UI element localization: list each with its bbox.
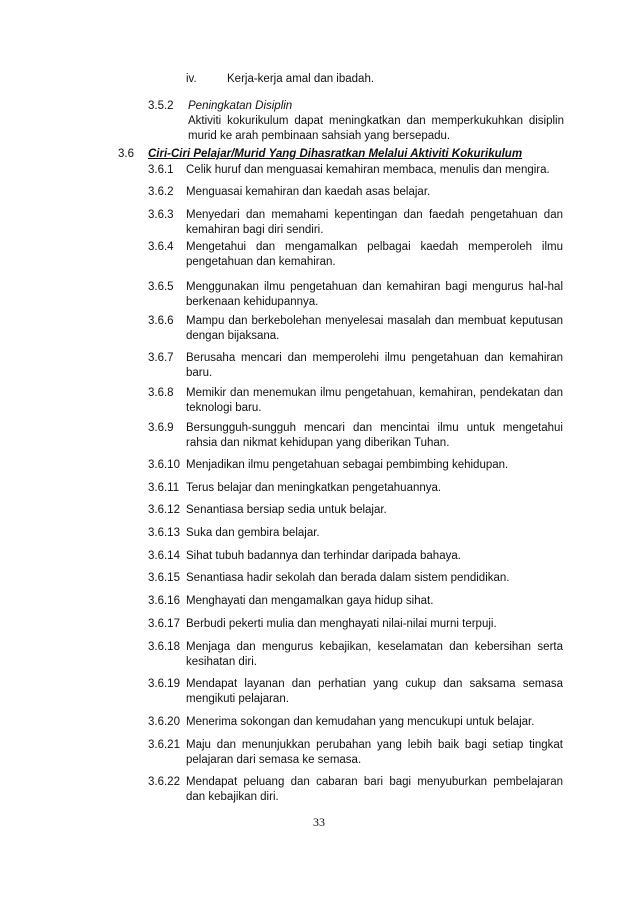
section-title: Ciri-Ciri Pelajar/Murid Yang Dihasratkan Melalui Aktiviti Kokurikulum (148, 148, 523, 160)
list-item-number: 3.6.2 (148, 186, 174, 198)
list-item-text: mengikuti pelajaran. (186, 693, 289, 705)
list-item-number: 3.6.20 (148, 716, 180, 728)
list-item-number: 3.6.16 (148, 595, 180, 607)
list-item-number: 3.6.21 (148, 739, 180, 751)
list-item-text: pengetahuan dan kemahiran. (186, 256, 336, 268)
item-iv-text: Kerja-kerja amal dan ibadah. (227, 73, 375, 85)
list-item-number: 3.6.6 (148, 315, 174, 327)
list-item-text: Menyedari dan memahami kepentingan dan faedah pengetahuan dan (186, 209, 563, 221)
list-item-number: 3.6.18 (148, 641, 180, 653)
list-item-text: Mengetahui dan mengamalkan pelbagai kaedah memperoleh ilmu (186, 241, 563, 253)
list-item-text: Menjaga dan mengurus kebajikan, keselamatan dan kebersihan serta (186, 641, 563, 653)
list-item-text: teknologi baru. (186, 402, 262, 414)
list-item-text: dan kebajikan diri. (186, 791, 279, 803)
list-item-text: Mendapat peluang dan cabaran bari bagi menyuburkan pembelajaran (186, 776, 563, 788)
list-item-number: 3.6.22 (148, 776, 180, 788)
list-item-text: dengan bijaksana. (186, 330, 280, 342)
list-item-number: 3.6.13 (148, 527, 180, 539)
list-item-text: Senantiasa bersiap sedia untuk belajar. (186, 504, 387, 516)
list-item-text: baru. (186, 367, 213, 379)
list-item-text: Berusaha mencari dan memperolehi ilmu pengetahuan dan kemahiran (186, 352, 563, 364)
list-item-text: Mampu dan berkebolehan menyelesai masalah dan membuat keputusan (186, 315, 563, 327)
list-item-text: kesihatan diri. (186, 656, 257, 668)
list-item-number: 3.6.11 (148, 482, 180, 494)
list-item-text: Menerima sokongan dan kemudahan yang mencukupi untuk belajar. (186, 716, 535, 728)
list-item-number: 3.6.19 (148, 678, 180, 690)
list-item-number: 3.6.5 (148, 281, 174, 293)
list-item-text: Suka dan gembira belajar. (186, 527, 320, 539)
list-item-text: Maju dan menunjukkan perubahan yang lebih baik bagi setiap tingkat (186, 739, 563, 751)
page-number: 33 (313, 815, 325, 829)
list-item-text: Bersungguh-sungguh mencari dan mencintai ilmu untuk mengetahui (186, 422, 563, 434)
list-item-text: Terus belajar dan meningkatkan pengetahuannya. (186, 482, 442, 494)
list-item-number: 3.6.3 (148, 209, 174, 221)
section-number: 3.6 (118, 148, 134, 160)
list-item-number: 3.6.17 (148, 618, 180, 630)
list-item-number: 3.6.15 (148, 572, 180, 584)
list-item-text: Celik huruf dan menguasai kemahiran membaca, menulis dan mengira. (186, 164, 550, 176)
list-item-text: kemahiran bagi diri sendiri. (186, 224, 324, 236)
subsection-title: Peningkatan Disiplin (188, 100, 293, 112)
subsection-body-line-2: murid ke arah pembinaan sahsiah yang bersepadu. (188, 130, 451, 142)
list-item-text: rahsia dan nikmat kehidupan yang diberikan Tuhan. (186, 437, 450, 449)
list-item-text: Menguasai kemahiran dan kaedah asas belajar. (186, 186, 431, 198)
list-item-text: Sihat tubuh badannya dan terhindar daripada bahaya. (186, 550, 461, 562)
list-item-number: 3.6.9 (148, 422, 174, 434)
list-item-number: 3.6.4 (148, 241, 174, 253)
subsection-number: 3.5.2 (148, 100, 174, 112)
list-item-number: 3.6.1 (148, 164, 174, 176)
list-item-number: 3.6.10 (148, 459, 180, 471)
list-item-text: Berbudi pekerti mulia dan menghayati nilai-nilai murni terpuji. (186, 618, 497, 630)
list-item-text: Menggunakan ilmu pengetahuan dan kemahiran bagi mengurus hal-hal (186, 281, 563, 293)
list-item-text: Menghayati dan mengamalkan gaya hidup sihat. (186, 595, 434, 607)
list-item-text: Senantiasa hadir sekolah dan berada dalam sistem pendidikan. (186, 572, 510, 584)
list-item-text: Menjadikan ilmu pengetahuan sebagai pembimbing kehidupan. (186, 459, 509, 471)
list-item-text: Memikir dan menemukan ilmu pengetahuan, kemahiran, pendekatan dan (186, 387, 563, 399)
list-item-number: 3.6.12 (148, 504, 180, 516)
list-item-number: 3.6.14 (148, 550, 180, 562)
list-item-text: Mendapat layanan dan perhatian yang cukup dan saksama semasa (186, 678, 563, 690)
subsection-body-line-1: Aktiviti kokurikulum dapat meningkatkan dan memperkukuhkan disiplin (188, 115, 564, 127)
list-item-number: 3.6.8 (148, 387, 174, 399)
list-item-text: berkenaan kehidupannya. (186, 296, 319, 308)
item-iv-number: iv. (186, 73, 197, 85)
list-item-text: pelajaran dari semasa ke semasa. (186, 754, 362, 766)
list-item-number: 3.6.7 (148, 352, 174, 364)
